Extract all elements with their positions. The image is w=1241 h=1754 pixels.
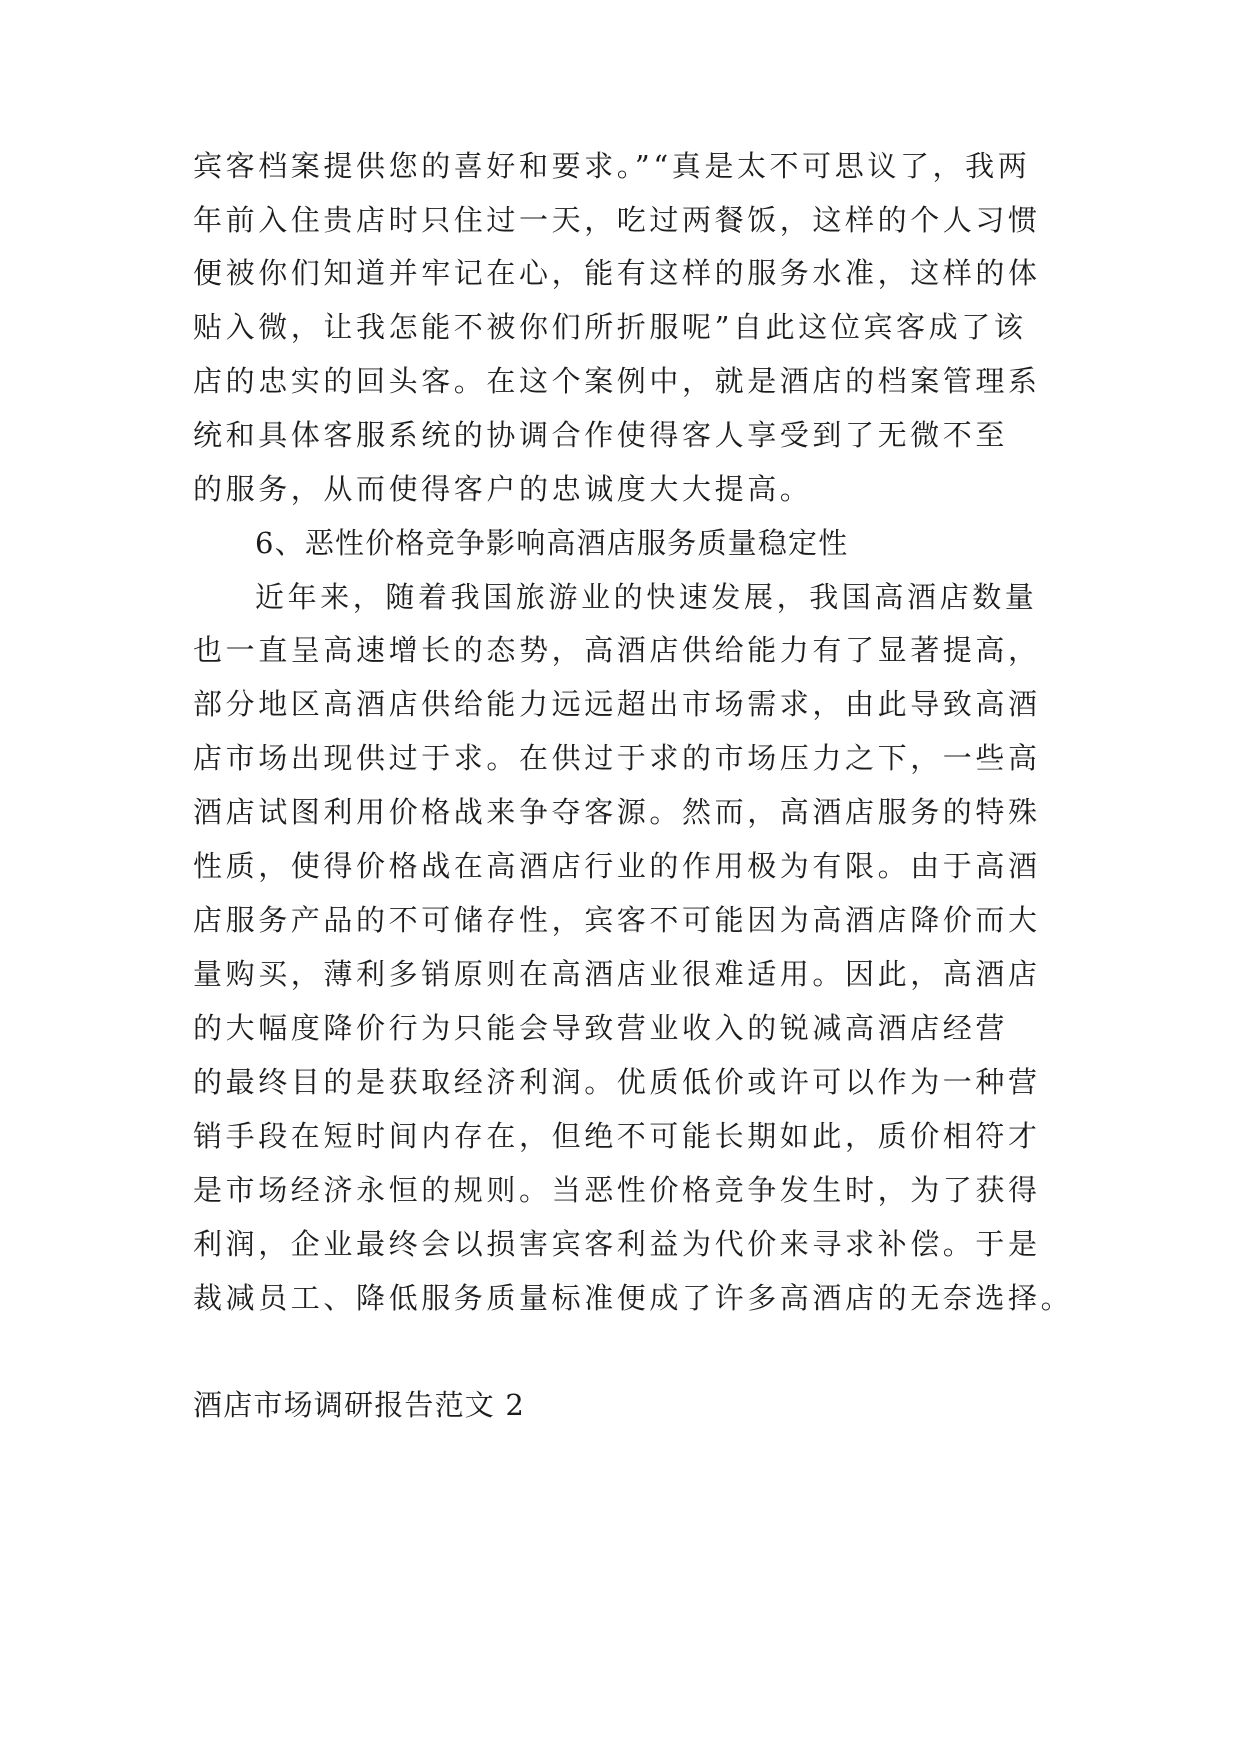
text-line: 宾客档案提供您的喜好和要求。”“真是太不可思议了，我两 (193, 149, 1031, 183)
text-line: 的服务，从而使得客户的忠诚度大大提高。 (193, 472, 813, 506)
text-line: 部分地区高酒店供给能力远远超出市场需求，由此导致高酒 (193, 687, 1041, 721)
text-line: 是市场经济永恒的规则。当恶性价格竞争发生时，为了获得 (193, 1173, 1041, 1207)
text-line: 量购买，薄利多销原则在高酒店业很难适用。因此，高酒店 (193, 957, 1041, 991)
next-section-title: 酒店市场调研报告范文 2 (193, 1388, 526, 1422)
text-line: 店市场出现供过于求。在供过于求的市场压力之下，一些高 (193, 741, 1041, 775)
text-line: 便被你们知道并牢记在心，能有这样的服务水准，这样的体 (193, 256, 1041, 290)
text-line: 性质，使得价格战在高酒店行业的作用极为有限。由于高酒 (193, 849, 1041, 883)
text-line: 近年来，随着我国旅游业的快速发展，我国高酒店数量 (255, 580, 1038, 614)
text-line: 店服务产品的不可储存性，宾客不可能因为高酒店降价而大 (193, 903, 1041, 937)
text-line: 利润，企业最终会以损害宾客利益为代价来寻求补偿。于是 (193, 1227, 1041, 1261)
text-line: 的大幅度降价行为只能会导致营业收入的锐减高酒店经营 (193, 1011, 1009, 1045)
text-line: 店的忠实的回头客。在这个案例中，就是酒店的档案管理系 (193, 364, 1041, 398)
text-line: 的最终目的是获取经济利润。优质低价或许可以作为一种营 (193, 1065, 1041, 1099)
text-line: 裁减员工、降低服务质量标准便成了许多高酒店的无奈选择。 (193, 1281, 1074, 1315)
section-heading: 6、恶性价格竞争影响高酒店服务质量稳定性 (255, 526, 849, 560)
text-line: 统和具体客服系统的协调合作使得客人享受到了无微不至 (193, 418, 1009, 452)
text-line: 酒店试图利用价格战来争夺客源。然而，高酒店服务的特殊 (193, 795, 1041, 829)
text-line: 贴入微，让我怎能不被你们所折服呢”自此这位宾客成了该 (193, 310, 1027, 344)
text-line: 也一直呈高速增长的态势，高酒店供给能力有了显著提高， (193, 633, 1041, 667)
text-line: 年前入住贵店时只住过一天，吃过两餐饭，这样的个人习惯 (193, 203, 1041, 237)
text-line: 销手段在短时间内存在，但绝不可能长期如此，质价相符才 (193, 1119, 1041, 1153)
